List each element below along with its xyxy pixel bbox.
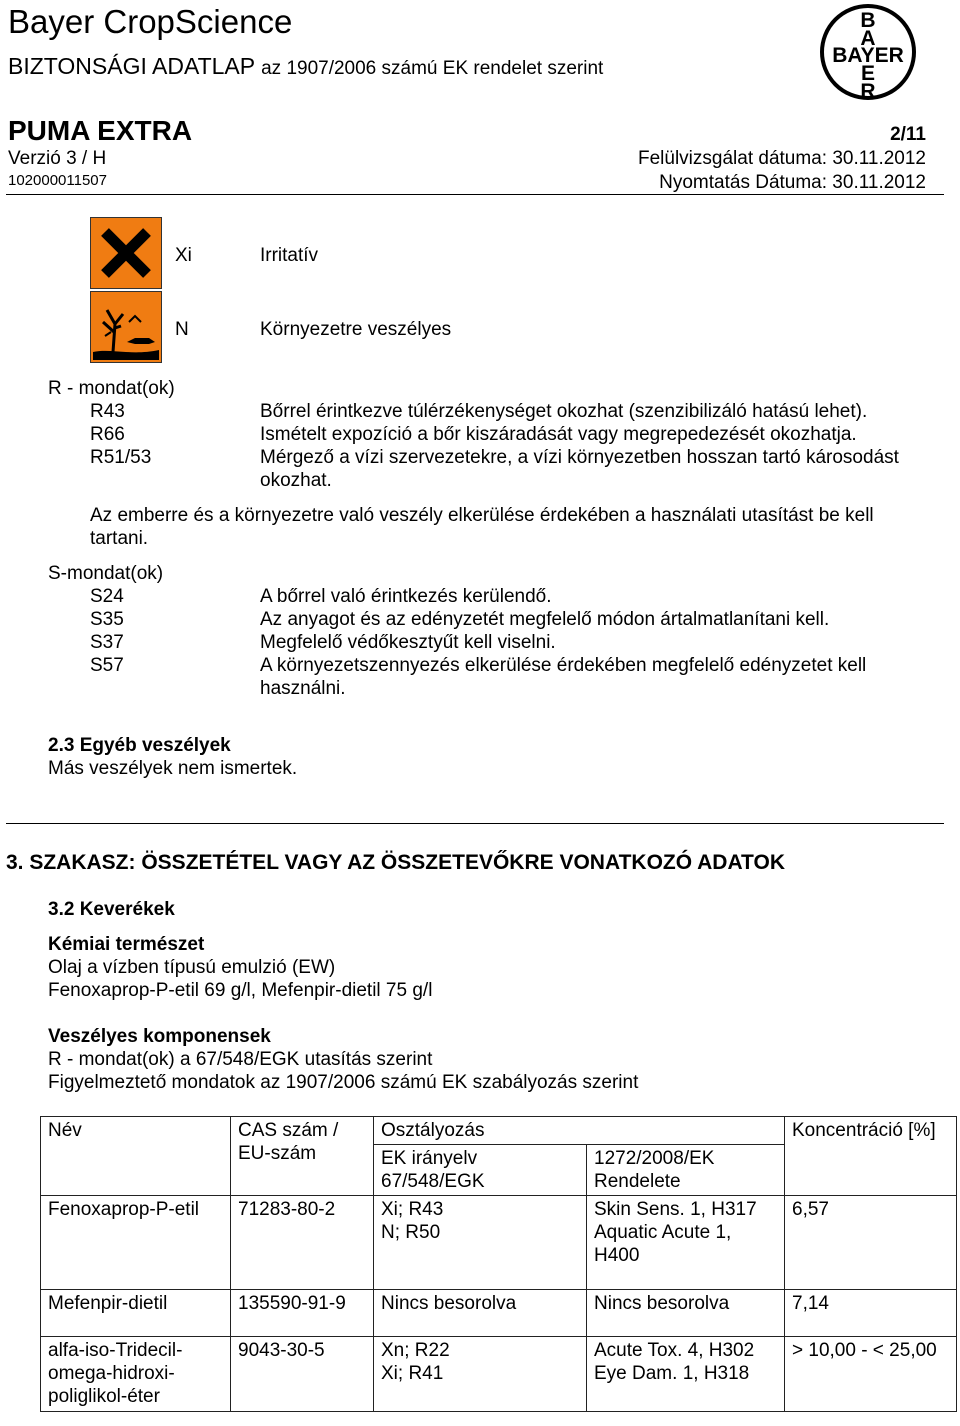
document-title-sub: az 1907/2006 számú EK rendelet szerint xyxy=(261,58,604,79)
r-phrase-text: Ismételt expozíció a bőr kiszáradását vagy megrepedezését okozhatja. xyxy=(260,424,857,445)
hazardous-components-line: Figyelmeztető mondatok az 1907/2006 számú EK szabályozás szerint xyxy=(48,1072,639,1093)
s-phrase-code: S37 xyxy=(90,632,124,653)
r-phrase-text: Bőrrel érintkezve túlérzékenységet okozhat (szenzibilizáló hatású lehet). xyxy=(260,401,868,422)
table-row xyxy=(41,1290,957,1337)
cell-ek: Xi; R43 N; R50 xyxy=(374,1196,587,1290)
version-label: Verzió 3 / H xyxy=(8,148,107,169)
hazardous-components-heading: Veszélyes komponensek xyxy=(48,1026,271,1047)
table-row xyxy=(41,1337,957,1412)
hazard-code-xi: Xi xyxy=(175,245,192,266)
r-phrase-code: R66 xyxy=(90,424,125,445)
print-date: Nyomtatás Dátuma: 30.11.2012 xyxy=(659,172,926,193)
header-divider xyxy=(6,194,944,195)
cell-regulation: Nincs besorolva xyxy=(587,1290,785,1337)
irritant-cross-icon xyxy=(90,217,162,289)
cell-regulation: Acute Tox. 4, H302 Eye Dam. 1, H318 xyxy=(587,1337,785,1412)
environment-hazard-icon xyxy=(90,291,162,363)
r-phrases-note: Az emberre és a környezetre való veszély elkerülése érdekében a használati utasítást be kell tartani. xyxy=(90,505,874,549)
r-phrase-text: Mérgező a vízi szervezetekre, a vízi környezetben hosszan tartó károsodást okozhat. xyxy=(260,447,899,491)
hazard-label-environment: Környezetre veszélyes xyxy=(260,319,452,340)
section-2-3-text: Más veszélyek nem ismertek. xyxy=(48,758,298,779)
r-phrases-heading: R - mondat(ok) xyxy=(48,378,175,399)
document-title xyxy=(8,52,603,83)
header-regulation: 1272/2008/EK Rendelete xyxy=(587,1145,785,1196)
r-phrase-code: R43 xyxy=(90,401,125,422)
product-name: PUMA EXTRA xyxy=(8,115,193,146)
revision-date: Felülvizsgálat dátuma: 30.11.2012 xyxy=(638,148,926,169)
chemical-nature-line: Fenoxaprop-P-etil 69 g/l, Mefenpir-dietil 75 g/l xyxy=(48,980,433,1001)
svg-text:E: E xyxy=(860,62,876,85)
s-phrases-heading: S-mondat(ok) xyxy=(48,563,164,584)
company-name: Bayer CropScience xyxy=(8,3,293,40)
table-row xyxy=(41,1196,957,1290)
svg-text:A: A xyxy=(860,27,876,50)
cell-cas: 135590-91-9 xyxy=(231,1290,374,1337)
components-table xyxy=(40,1116,957,1412)
product-code: 102000011507 xyxy=(8,172,107,189)
hazard-label-irritant: Irritatív xyxy=(260,245,319,266)
cell-concentration: 7,14 xyxy=(785,1290,957,1337)
hazard-code-n: N xyxy=(175,319,189,340)
document-title-main: BIZTONSÁGI ADATLAP xyxy=(8,53,255,79)
bayer-logo xyxy=(818,2,918,102)
section-3-2-heading: 3.2 Keverékek xyxy=(48,899,175,920)
s-phrase-code: S57 xyxy=(90,655,124,676)
cell-concentration: 6,57 xyxy=(785,1196,957,1290)
section-divider xyxy=(6,823,944,824)
header-name: Név xyxy=(41,1117,231,1196)
svg-text:R: R xyxy=(860,80,876,102)
page-number: 2/11 xyxy=(890,124,926,145)
r-phrase-code: R51/53 xyxy=(90,447,152,468)
header-cas: CAS szám / EU-szám xyxy=(231,1117,374,1196)
cell-ek: Nincs besorolva xyxy=(374,1290,587,1337)
s-phrase-text: Megfelelő védőkesztyűt kell viselni. xyxy=(260,632,556,653)
header-ek-directive: EK irányelv 67/548/EGK xyxy=(374,1145,587,1196)
cell-name: alfa-iso-Tridecil- omega-hidroxi- poliglikol-éter xyxy=(41,1337,231,1412)
s-phrase-text: A bőrrel való érintkezés kerülendő. xyxy=(260,586,552,607)
section-2-3-heading: 2.3 Egyéb veszélyek xyxy=(48,735,231,756)
s-phrase-text: A környezetszennyezés elkerülése érdekében megfelelő edényzetet kell használni. xyxy=(260,655,867,699)
header-classification: Osztályozás xyxy=(374,1117,785,1145)
svg-text:BAYER: BAYER xyxy=(832,44,904,67)
s-phrase-text: Az anyagot és az edényzetét megfelelő módon ártalmatlanítani kell. xyxy=(260,609,830,630)
cell-regulation: Skin Sens. 1, H317 Aquatic Acute 1, H400 xyxy=(587,1196,785,1290)
cell-cas: 9043-30-5 xyxy=(231,1337,374,1412)
cell-ek: Xn; R22 Xi; R41 xyxy=(374,1337,587,1412)
chemical-nature-heading: Kémiai természet xyxy=(48,934,205,955)
cell-name: Fenoxaprop-P-etil xyxy=(41,1196,231,1290)
hazardous-components-line: R - mondat(ok) a 67/548/EGK utasítás szerint xyxy=(48,1049,433,1070)
s-phrase-code: S35 xyxy=(90,609,124,630)
section-3-heading: 3. SZAKASZ: ÖSSZETÉTEL VAGY AZ ÖSSZETEVŐKRE VONATKOZÓ ADATOK xyxy=(6,851,786,874)
cell-concentration: > 10,00 - < 25,00 xyxy=(785,1337,957,1412)
header-concentration: Koncentráció [%] xyxy=(785,1117,957,1196)
svg-text:B: B xyxy=(860,9,876,32)
chemical-nature-line: Olaj a vízben típusú emulzió (EW) xyxy=(48,957,336,978)
cell-name: Mefenpir-dietil xyxy=(41,1290,231,1337)
cell-cas: 71283-80-2 xyxy=(231,1196,374,1290)
s-phrase-code: S24 xyxy=(90,586,124,607)
